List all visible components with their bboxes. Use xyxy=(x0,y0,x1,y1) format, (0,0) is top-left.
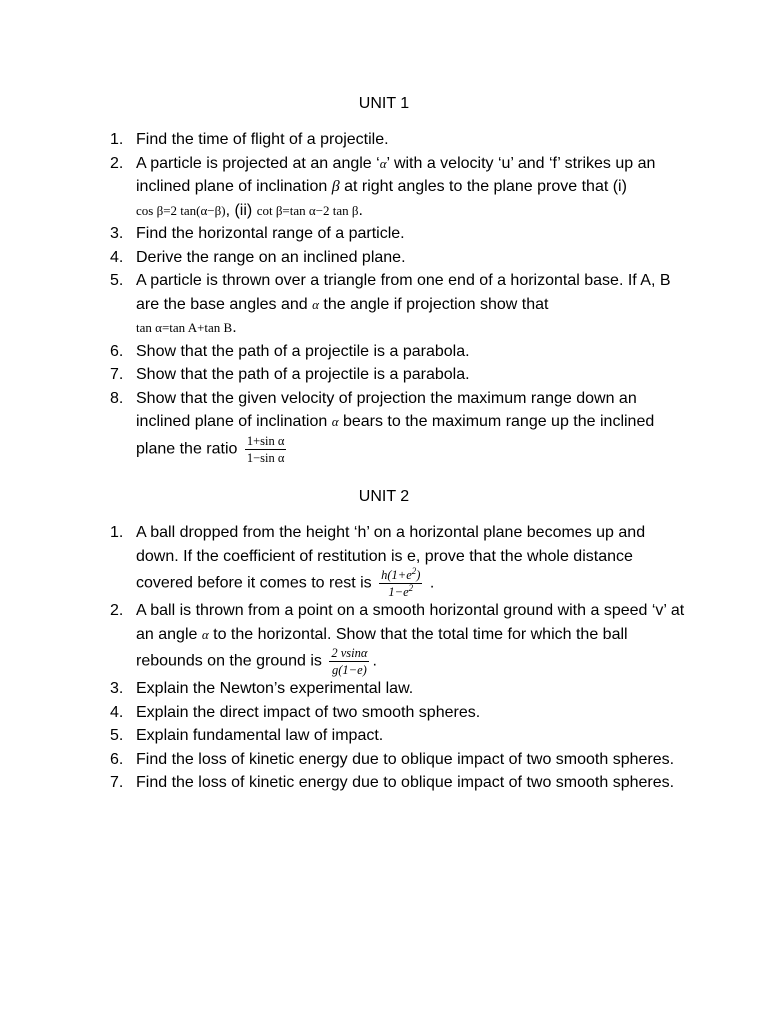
fraction-denominator xyxy=(386,584,415,599)
question-number: 7. xyxy=(110,366,124,383)
unit1-title: UNIT 1 xyxy=(358,95,410,112)
math-symbol: α xyxy=(201,626,209,642)
unit1-question-3 xyxy=(110,222,690,246)
question-text: A ball dropped from the height ‘h’ on a horizontal plane becomes up and down. If the coefficient of restitution is e, prove that the whole distance covered before it comes to rest is xyxy=(136,524,646,592)
unit2-question-1 xyxy=(110,521,690,599)
question-text: A ball is thrown from a point on a smooth horizontal ground with a speed ‘v’ at an angle xyxy=(136,602,685,643)
question-number: 5. xyxy=(110,727,124,744)
question-text: Find the time of flight of a projectile. xyxy=(136,131,389,148)
unit1-question-6 xyxy=(110,340,690,364)
fraction-part: ) xyxy=(416,568,421,582)
question-number: 3. xyxy=(110,680,124,697)
question-text: Show that the path of a projectile is a parabola. xyxy=(136,366,470,383)
exponent: 2 xyxy=(408,582,414,593)
unit1-question-1 xyxy=(110,128,690,152)
math-formula: cot β=tan α−2 tan β xyxy=(256,202,359,218)
fraction-denominator: g(1−e) xyxy=(331,663,367,677)
unit1-question-5 xyxy=(110,269,690,340)
question-text: A particle is thrown over a triangle from one end of a horizontal base. If A, B are the base angles and xyxy=(136,272,671,313)
fraction-denominator: 1−sin α xyxy=(246,450,285,465)
question-text: . xyxy=(232,319,237,336)
math-formula: cos β=2 tan(α−β) xyxy=(136,202,226,218)
unit1-question-8 xyxy=(110,387,690,465)
question-text: Explain the Newton’s experimental law. xyxy=(136,680,414,697)
question-text: . xyxy=(358,201,363,219)
unit1-question-7 xyxy=(110,363,690,387)
unit2-question-3 xyxy=(110,677,690,701)
unit1-question-list xyxy=(110,128,690,465)
fraction-part: h(1+e xyxy=(381,568,412,582)
question-text: Find the loss of kinetic energy due to oblique impact of two smooth spheres. xyxy=(136,774,675,791)
unit2-question-7 xyxy=(110,771,690,795)
question-number: 4. xyxy=(110,703,124,721)
question-number: 1. xyxy=(110,524,124,541)
question-text: Find the loss of kinetic energy due to oblique impact of two smooth spheres. xyxy=(136,750,675,768)
question-text: Show that the path of a projectile is a parabola. xyxy=(136,342,470,360)
question-text: the angle if projection show that xyxy=(318,295,549,313)
unit1-question-2 xyxy=(110,152,690,223)
question-text: Derive the range on an inclined plane. xyxy=(136,248,406,266)
question-number: 6. xyxy=(110,750,124,768)
math-symbol: α xyxy=(379,155,387,171)
question-text: bears to the maximum range up the inclined plane the ratio xyxy=(136,413,655,458)
question-number: 6. xyxy=(110,342,124,360)
math-symbol: α xyxy=(331,414,339,429)
unit2-question-2 xyxy=(110,599,690,677)
unit2-question-6 xyxy=(110,748,690,772)
question-number: 2. xyxy=(110,602,124,619)
question-text: Show that the given velocity of projection the maximum range down an inclined plane of inclination xyxy=(136,389,637,430)
unit2-question-5 xyxy=(110,724,690,748)
question-text: . xyxy=(372,652,377,670)
question-number: 7. xyxy=(110,774,124,791)
question-text: to the horizontal. Show that the total time for which the ball rebounds on the ground is xyxy=(136,625,628,670)
unit2-question-list xyxy=(110,521,690,795)
question-number: 3. xyxy=(110,225,124,242)
question-number: 4. xyxy=(110,248,124,266)
math-formula: tan α=tan A+tan B xyxy=(136,320,233,335)
math-symbol: β xyxy=(331,178,340,195)
question-text: , (ii) xyxy=(225,201,257,219)
question-text: A particle is projected at an angle ‘ xyxy=(136,154,380,172)
unit1-question-4 xyxy=(110,246,690,270)
question-number: 2. xyxy=(110,154,124,172)
distance-fraction xyxy=(379,565,422,599)
time-fraction xyxy=(329,646,369,677)
ratio-fraction xyxy=(245,434,287,465)
question-text: . xyxy=(425,574,435,592)
question-text: Explain the direct impact of two smooth spheres. xyxy=(136,703,481,721)
exponent: 2 xyxy=(411,565,417,576)
question-number: 1. xyxy=(110,131,124,148)
question-text: Explain fundamental law of impact. xyxy=(136,727,384,744)
unit2-question-4 xyxy=(110,701,690,725)
unit2-title: UNIT 2 xyxy=(358,488,410,505)
fraction-numerator xyxy=(379,565,422,584)
question-text: at right angles to the plane prove that (i) xyxy=(339,178,627,195)
question-text: ’ with a velocity ‘u’ and ‘f’ strikes up an inclined plane of inclination xyxy=(136,154,656,195)
math-symbol: α xyxy=(312,296,319,312)
fraction-numerator: 2 vsinα xyxy=(331,646,368,660)
fraction-numerator: 1+sin α xyxy=(246,433,285,448)
question-number: 8. xyxy=(110,389,124,407)
question-number: 5. xyxy=(110,272,124,289)
fraction-part: 1−e xyxy=(388,585,409,599)
question-text: Find the horizontal range of a particle. xyxy=(136,225,405,242)
